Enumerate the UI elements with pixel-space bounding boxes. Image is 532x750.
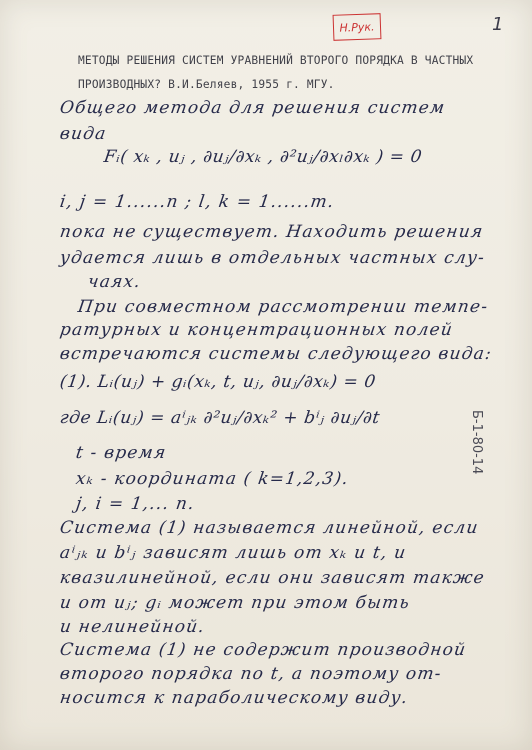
equation-1: (1). Lᵢ(uⱼ) + gᵢ(xₖ, t, uⱼ, ∂uⱼ/∂xₖ) = 0 <box>58 372 378 392</box>
text-line-18: квазилинейной, если они зависят также <box>58 568 487 588</box>
equation-system: Fᵢ( xₖ , uⱼ , ∂uⱼ/∂xₖ , ∂²uⱼ/∂xₗ∂xₖ ) = 0 <box>102 147 424 167</box>
archive-mark: Б-1-80-14 <box>469 410 484 475</box>
text-line-19: и от uⱼ; gᵢ может при этом быть <box>58 593 412 613</box>
operator-definition: где Lᵢ(uⱼ) = aⁱⱼₖ ∂²uⱼ/∂xₖ² + bⁱⱼ ∂uⱼ/∂t <box>58 408 382 428</box>
stamp-label: Н.Рук. <box>333 13 382 41</box>
text-line-23: носится к параболическому виду. <box>58 688 410 708</box>
definition-x: xₖ - координата ( k=1,2,3). <box>74 469 351 489</box>
text-line-10: встречаются системы следующего вида: <box>58 344 494 364</box>
index-ranges: i, j = 1......n ; l, k = 1......m. <box>58 192 336 212</box>
text-line-17: aⁱⱼₖ и bⁱⱼ зависят лишь от xₖ и t, и <box>58 543 408 563</box>
text-line-21: Система (1) не содержит производной <box>58 640 468 660</box>
text-line-9: ратурных и концентрационных полей <box>58 320 455 340</box>
text-line-6: удается лишь в отдельных частных слу- <box>58 248 487 268</box>
text-line-16: Система (1) называется линейной, если <box>58 518 480 538</box>
definition-t: t - время <box>74 443 168 463</box>
index-range-j: j, i = 1,... n. <box>74 494 197 514</box>
page-number: 1 <box>492 14 504 35</box>
header-line-2: ПРОИЗВОДНЫХ? В.И.Беляев, 1955 г. МГУ. <box>78 78 335 91</box>
header-line-1: МЕТОДЫ РЕШЕНИЯ СИСТЕМ УРАВНЕНИЙ ВТОРОГО ПОРЯДКА В ЧАСТНЫХ <box>78 54 474 67</box>
text-line-2: вида <box>58 124 108 144</box>
text-line-5: пока не существует. Находить решения <box>58 222 485 242</box>
text-line-20: и нелинейной. <box>58 617 207 637</box>
text-line-1: Общего метода для решения систем <box>58 98 447 118</box>
text-line-22: второго порядка по t, а поэтому от- <box>58 664 444 684</box>
text-line-7: чаях. <box>86 272 143 292</box>
text-line-8: При совместном рассмотрении темпе- <box>76 297 490 317</box>
